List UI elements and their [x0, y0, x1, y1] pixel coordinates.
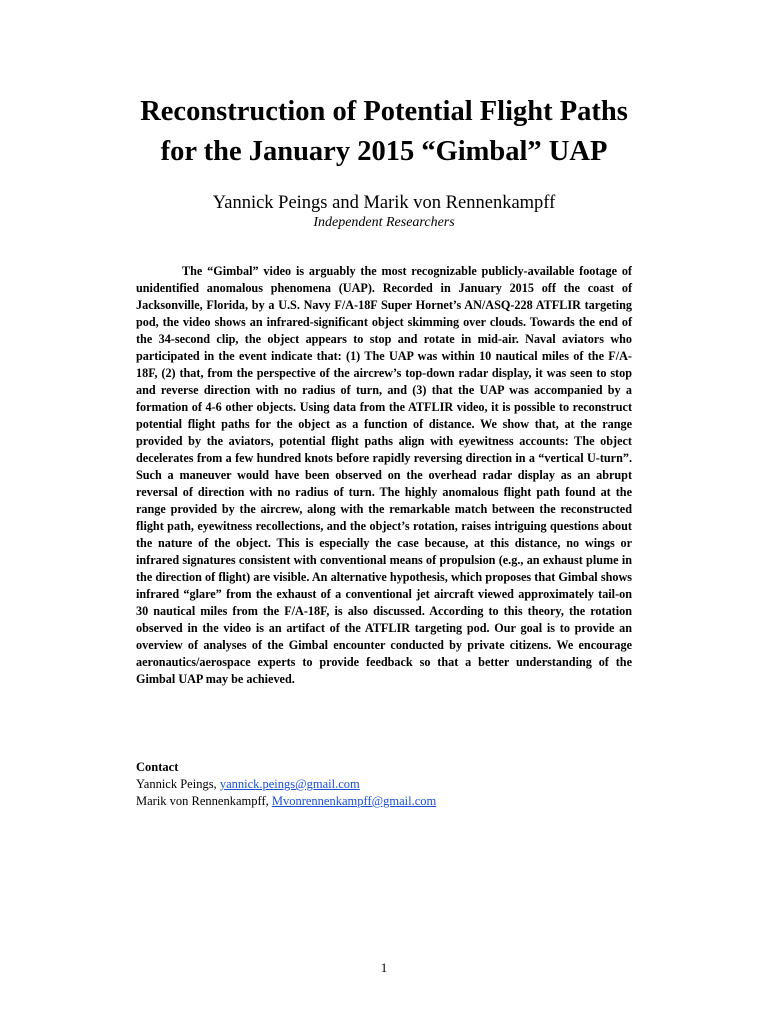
email-link-peings[interactable]: yannick.peings@gmail.com — [219, 777, 360, 791]
abstract-paragraph: The “Gimbal” video is arguably the most recognizable publicly-available footage of unidentified anomalous phenomena (UAP). Recorded in January 2015 off the coast of Jacksonville, Florida, by a U.S. Navy F/A-18F Super Hornet’s AN/ASQ-228 ATFLIR targeting pod, the video shows an infrared-significant object skimming over clouds. Towards the end of the 34-second clip, the object appears to stop and rotate in mid-air. Naval aviators who participated in the event indicate that: (1) The UAP was within 10 nautical miles of the F/A-18F, (2) that, from the perspective of the aircrew’s top-down radar display, it was seen to stop and reverse direction with no radius of turn, and (3) that the UAP was accompanied by a formation of 4-6 other objects. Using data from the ATFLIR video, it is possible to reconstruct potential flight paths for the object as a function of distance. We show that, at the range provided by the aviators, potential flight paths align with eyewitness accounts: The object decelerates from a few hundred knots before rapidly reversing direction in a “vertical U-turn”. Such a maneuver would have been observed on the overhead radar display as an abrupt reversal of direction with no radius of turn. The highly anomalous flight path found at the range provided by the aircrew, along with the remarkable match between the reconstructed flight path, eyewitness recollections, and the object’s rotation, raises intriguing questions about the nature of the object. This is especially the case because, at this distance, no wings or infrared signatures consistent with conventional means of propulsion (e.g., an exhaust plume in the direction of flight) are visible. An alternative hypothesis, which proposes that Gimbal shows infrared “glare” from the exhaust of a conventional jet aircraft viewed approximately tail-on 30 nautical miles from the F/A-18F, is also discussed. According to this theory, the rotation observed in the video is an artifact of the ATFLIR targeting pod. Our goal is to provide an overview of analyses of the Gimbal encounter conducted by private citizens. We encourage aeronautics/aerospace experts to provide feedback so that a better understanding of the Gimbal UAP may be achieved. — [136, 264, 632, 686]
contact-entry-peings — [136, 776, 636, 793]
page-number: 1 — [380, 960, 388, 975]
paper-title-line-2: for the January 2015 “Gimbal” UAP — [160, 136, 608, 167]
email-link-rennenkampff[interactable]: Mvonrennenkampff@gmail.com — [271, 794, 437, 808]
author-list: Yannick Peings and Marik von Rennenkampff — [212, 193, 556, 213]
contact-entry-rennenkampff — [136, 793, 636, 810]
author-affiliation: Independent Researchers — [313, 215, 455, 230]
contact-name: Yannick Peings, — [136, 777, 220, 791]
contact-heading: Contact — [136, 760, 179, 774]
contact-name: Marik von Rennenkampff, — [136, 794, 272, 808]
paper-title — [0, 92, 768, 172]
paper-title-line-1: Reconstruction of Potential Flight Paths — [140, 96, 628, 127]
contact-section — [136, 759, 636, 810]
